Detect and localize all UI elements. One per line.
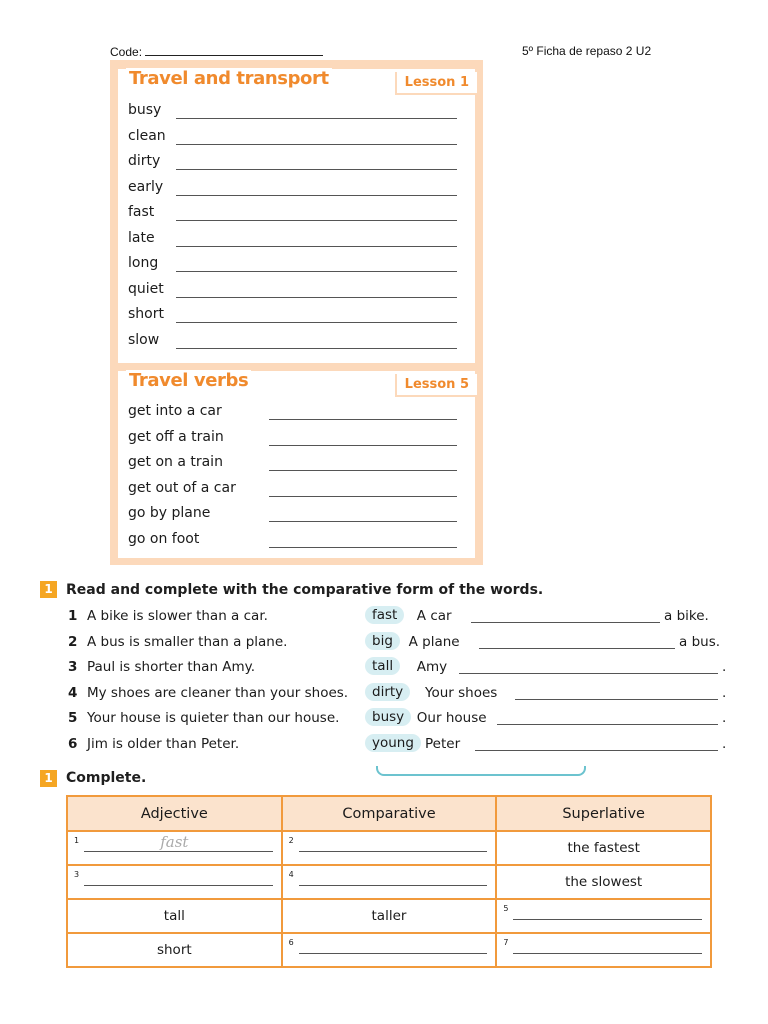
writing-line[interactable] <box>176 322 457 323</box>
prompt-sentence: A bike is slower than a car. <box>87 608 268 624</box>
item-number: 6 <box>68 735 78 752</box>
verb-phrase: get into a car <box>128 403 222 419</box>
table-header-row <box>67 796 711 831</box>
exercise-row <box>68 634 728 658</box>
header-adjective: Adjective <box>67 796 282 831</box>
writing-line[interactable] <box>269 470 457 471</box>
example-answer: fast <box>160 833 189 851</box>
answer-line[interactable] <box>299 953 488 954</box>
writing-line[interactable] <box>176 297 457 298</box>
verb-row <box>128 454 465 479</box>
vocab-word: fast <box>128 204 155 220</box>
item-number: 2 <box>68 633 78 650</box>
vocab-word: slow <box>128 331 160 348</box>
vocab-row <box>128 230 465 255</box>
vocab-row <box>128 255 465 280</box>
vocab-row <box>128 179 465 204</box>
blank-number: 6 <box>288 938 294 947</box>
lesson-1-tag: Lesson 1 <box>395 72 477 95</box>
exercise-1-number-badge: 1 <box>40 581 57 598</box>
verb-row <box>128 480 465 505</box>
comparison-table <box>66 795 712 968</box>
vocab-row <box>128 102 465 127</box>
item-number: 4 <box>68 684 78 701</box>
table-row <box>67 865 711 899</box>
exercise-2-number-badge: 1 <box>40 770 57 787</box>
sentence-end: . <box>722 710 727 726</box>
verb-phrase: go on foot <box>128 530 200 547</box>
vocab-word: long <box>128 255 159 271</box>
sentence-end: a bike. <box>664 608 709 624</box>
code-field[interactable] <box>110 44 323 59</box>
answer-line[interactable] <box>479 648 675 649</box>
sentence-start: Peter <box>425 735 461 752</box>
sentence-end: . <box>722 684 727 701</box>
word-pill: young <box>365 734 421 752</box>
sentence-start: A car <box>416 608 452 624</box>
blank-number: 3 <box>74 870 80 879</box>
writing-line[interactable] <box>269 419 457 420</box>
writing-line[interactable] <box>269 521 457 522</box>
answer-cell-2[interactable] <box>282 831 497 865</box>
vocab-word: busy <box>128 102 162 118</box>
table-cell: taller <box>282 899 497 933</box>
answer-line[interactable] <box>471 622 660 623</box>
vocab-word: clean <box>128 127 166 144</box>
answer-cell-5[interactable] <box>496 899 711 933</box>
table-cell: tall <box>67 899 282 933</box>
answer-line[interactable] <box>513 919 702 920</box>
vocab-word: early <box>128 178 164 195</box>
exercise-row <box>68 659 728 683</box>
word-pill: busy <box>365 708 411 726</box>
prompt-sentence: A bus is smaller than a plane. <box>87 633 288 650</box>
prompt-sentence: Paul is shorter than Amy. <box>87 659 256 675</box>
header-superlative: Superlative <box>496 796 711 831</box>
sentence-start: A plane <box>408 633 460 650</box>
writing-line[interactable] <box>176 144 457 145</box>
exercise-row <box>68 685 728 709</box>
sentence-start: Amy <box>416 659 448 675</box>
answer-line[interactable] <box>299 851 488 852</box>
sentence-start: Our house <box>416 710 487 726</box>
answer-line[interactable] <box>459 673 718 674</box>
verb-row <box>128 505 465 530</box>
answer-line[interactable] <box>513 953 702 954</box>
writing-line[interactable] <box>176 169 457 170</box>
prompt-sentence: My shoes are cleaner than your shoes. <box>87 684 349 701</box>
answer-cell-6[interactable] <box>282 933 497 967</box>
blank-number: 2 <box>288 836 294 845</box>
table-cell: the fastest <box>496 831 711 865</box>
vocab-row <box>128 306 465 331</box>
answer-cell-1[interactable] <box>67 831 282 865</box>
exercise-1-instruction: Read and complete with the comparative form of the words. <box>66 582 544 598</box>
vocab-word: late <box>128 229 155 246</box>
word-pill: dirty <box>365 683 410 701</box>
prompt-sentence: Jim is older than Peter. <box>87 735 240 752</box>
answer-line[interactable] <box>497 724 718 725</box>
verb-row <box>128 403 465 428</box>
code-input-line[interactable] <box>145 44 323 56</box>
blank-number: 1 <box>74 836 80 845</box>
word-pill: tall <box>365 657 400 675</box>
sentence-end: a bus. <box>679 633 721 650</box>
vocab-row <box>128 153 465 178</box>
travel-verbs-box <box>118 371 475 558</box>
answer-line[interactable] <box>475 750 718 751</box>
answer-line[interactable] <box>84 885 273 886</box>
verb-phrase: get out of a car <box>128 479 236 496</box>
writing-line[interactable] <box>269 496 457 497</box>
travel-transport-title: Travel and transport <box>126 68 332 89</box>
blank-number: 5 <box>503 904 509 913</box>
sentence-end: . <box>722 735 727 752</box>
table-row <box>67 899 711 933</box>
ficha-title: 5º Ficha de repaso 2 U2 <box>522 44 652 58</box>
vocabulary-panel <box>110 60 483 565</box>
verb-phrase: go by plane <box>128 505 211 521</box>
vocab-row <box>128 281 465 306</box>
header-comparative: Comparative <box>282 796 497 831</box>
verb-phrase: get off a train <box>128 428 224 445</box>
item-number: 5 <box>68 710 78 726</box>
item-number: 3 <box>68 659 78 675</box>
lesson-5-tag: Lesson 5 <box>395 374 477 397</box>
exercise-row <box>68 608 728 632</box>
answer-line[interactable] <box>299 885 488 886</box>
exercise-row <box>68 736 728 760</box>
writing-line[interactable] <box>269 547 457 548</box>
travel-verbs-title: Travel verbs <box>126 370 251 391</box>
vocab-word: dirty <box>128 153 161 169</box>
code-label: Code: <box>110 45 143 59</box>
sentence-end: . <box>722 659 727 675</box>
answer-line[interactable] <box>84 851 273 852</box>
table-cell: short <box>67 933 282 967</box>
vocab-word: quiet <box>128 280 164 297</box>
blank-number: 7 <box>503 938 509 947</box>
writing-line[interactable] <box>269 445 457 446</box>
word-pill: fast <box>365 606 404 624</box>
answer-cell-7[interactable] <box>496 933 711 967</box>
answer-cell-3[interactable] <box>67 865 282 899</box>
table-row <box>67 831 711 865</box>
word-box-edge <box>376 766 586 776</box>
writing-line[interactable] <box>176 271 457 272</box>
writing-line[interactable] <box>176 220 457 221</box>
blank-number: 4 <box>288 870 294 879</box>
verb-row <box>128 429 465 454</box>
answer-line[interactable] <box>515 699 718 700</box>
exercise-2-instruction: Complete. <box>66 770 147 786</box>
table-row <box>67 933 711 967</box>
writing-line[interactable] <box>176 246 457 247</box>
prompt-sentence: Your house is quieter than our house. <box>87 710 340 726</box>
vocab-row <box>128 204 465 229</box>
verb-row <box>128 531 465 556</box>
writing-line[interactable] <box>176 348 457 349</box>
exercise-row <box>68 710 728 734</box>
travel-transport-box <box>118 69 475 363</box>
vocab-word: short <box>128 306 164 322</box>
verb-phrase: get on a train <box>128 454 223 470</box>
table-cell: the slowest <box>496 865 711 899</box>
sentence-start: Your shoes <box>425 684 498 701</box>
word-pill: big <box>365 632 400 650</box>
item-number: 1 <box>68 608 78 624</box>
vocab-row <box>128 332 465 357</box>
vocab-row <box>128 128 465 153</box>
writing-line[interactable] <box>176 118 457 119</box>
writing-line[interactable] <box>176 195 457 196</box>
answer-cell-4[interactable] <box>282 865 497 899</box>
